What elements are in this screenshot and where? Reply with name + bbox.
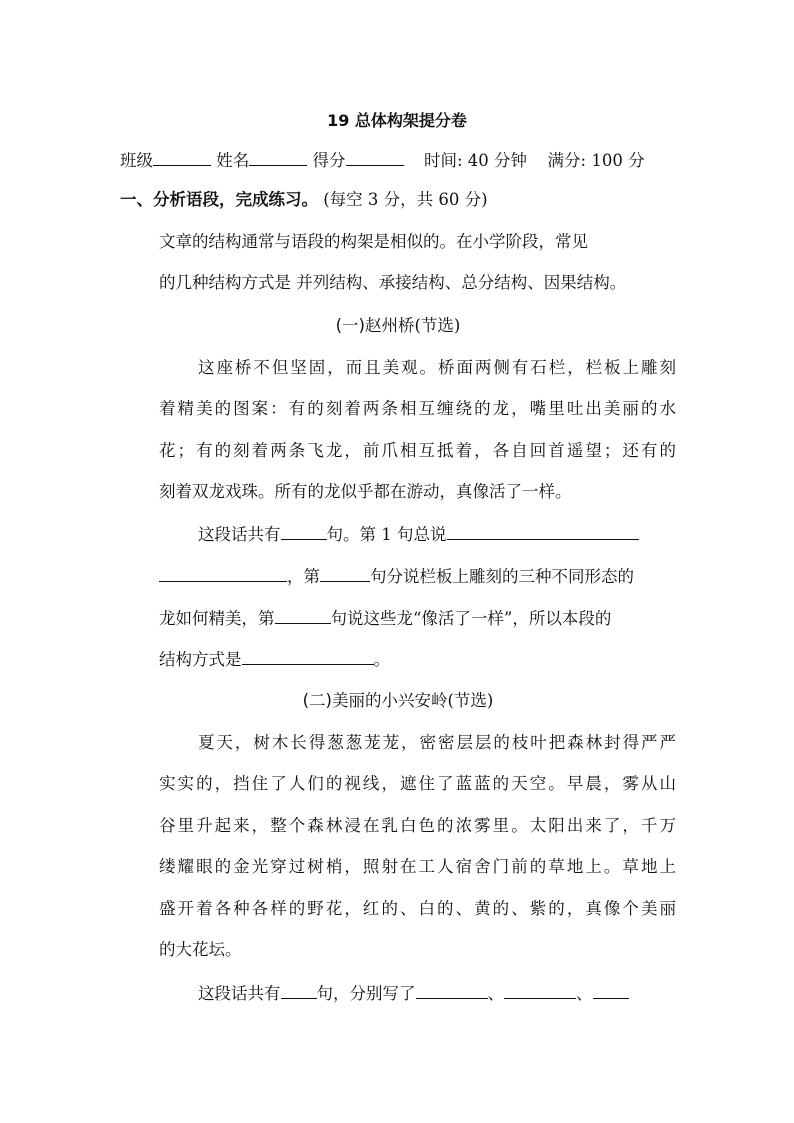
q1-text-d: 句分说栏板上雕刻的三种不同形态的 [370, 567, 634, 586]
q2-sep-2: 、 [576, 984, 593, 1003]
passage-one-note: (节选) [414, 316, 461, 335]
passage-two-title [120, 691, 676, 711]
passage-two-note: (节选) [447, 691, 494, 710]
summary-sentence-blank[interactable] [275, 608, 331, 624]
q1-text-f: 句说这些龙“像活了一样”，所以本段的 [330, 609, 612, 628]
score-blank[interactable] [346, 150, 404, 166]
q1-text-e: 龙如何精美，第 [159, 609, 275, 628]
q1-text-h: 。 [373, 650, 390, 669]
passage-one-title [120, 316, 676, 336]
intro-line-1: 文章的结构通常与语段的构架是相似的。在小学阶段，常见 [159, 232, 588, 251]
name-blank[interactable] [249, 150, 307, 166]
question-one-line-3 [159, 608, 676, 629]
section-heading [120, 190, 676, 210]
passage-two-line-6: 的大花坛。 [159, 940, 242, 959]
passage-two-line-3: 谷里升起来，整个森林浸在乳白色的浓雾里。太阳出来了，千万 [159, 816, 676, 835]
passage-one-line-2: 着精美的图案：有的刻着两条相互缠绕的龙，嘴里吐出美丽的水 [159, 399, 676, 418]
q2-sep-1: 、 [487, 984, 504, 1003]
passage-one-name: (一)赵州桥 [335, 316, 415, 335]
q1-text-a: 这段话共有 [198, 525, 281, 544]
passage-one-line-3: 花；有的刻着两条飞龙，前爪相互抵着，各自回首遥望；还有的 [159, 441, 676, 460]
sentence-count-blank[interactable] [281, 524, 327, 540]
general-statement-blank[interactable] [447, 524, 639, 540]
question-one-line-2 [159, 566, 676, 587]
passage-one-line-1: 这座桥不但坚固，而且美观。桥面两侧有石栏，栏板上雕刻 [198, 358, 676, 377]
q2-text-a: 这段话共有 [198, 984, 281, 1003]
intro-line-2: 的几种结构方式是 并列结构、承接结构、总分结构、因果结构。 [159, 273, 627, 292]
section-one-title: 一、分析语段，完成练习。 [120, 190, 318, 209]
full-score-label: 满分: 100 分 [547, 151, 645, 170]
content-blank-1[interactable] [416, 983, 488, 999]
score-label: 得分 [312, 151, 346, 170]
passage-two-line-1: 夏天，树木长得葱葱茏茏，密密层层的枝叶把森林封得严严 [198, 733, 676, 752]
content-blank-2[interactable] [504, 983, 576, 999]
section-one-note: (每空 3 分，共 60 分) [323, 190, 488, 209]
page-title: 19 总体构架提分卷 [327, 111, 467, 130]
class-label: 班级 [120, 151, 153, 170]
q1-text-g: 结构方式是 [159, 650, 242, 669]
passage-two-line-5: 盛开着各种各样的野花，红的、白的、黄的、紫的，真像个美丽 [159, 899, 676, 918]
passage-one-line-4: 刻着双龙戏珠。所有的龙似乎都在游动，真像活了一样。 [159, 482, 572, 501]
student-info-row [120, 150, 676, 171]
q1-text-c: ，第 [287, 567, 320, 586]
sentence-count-blank-2[interactable] [281, 983, 317, 999]
class-blank[interactable] [153, 150, 211, 166]
name-label: 姓名 [216, 151, 250, 170]
time-label: 时间: 40 分钟 [424, 151, 528, 170]
structure-type-blank[interactable] [242, 649, 374, 665]
q2-text-b: 句，分别写了 [316, 984, 416, 1003]
passage-two-line-2: 实实的，挡住了人们的视线，遮住了蓝蓝的天空。早晨，雾从山 [159, 774, 676, 793]
content-blank-3[interactable] [593, 983, 629, 999]
question-one-line-4 [159, 649, 676, 670]
passage-two-name: (二)美丽的小兴安岭 [302, 691, 448, 710]
detail-sentences-blank[interactable] [320, 566, 370, 582]
q1-text-b: 句。第 1 句总说 [326, 525, 447, 544]
general-statement-blank-cont[interactable] [159, 566, 287, 582]
question-two-line-1 [198, 983, 676, 1004]
passage-two-line-4: 缕耀眼的金光穿过树梢，照射在工人宿舍门前的草地上。草地上 [159, 857, 676, 876]
question-one-line-1 [198, 524, 676, 545]
